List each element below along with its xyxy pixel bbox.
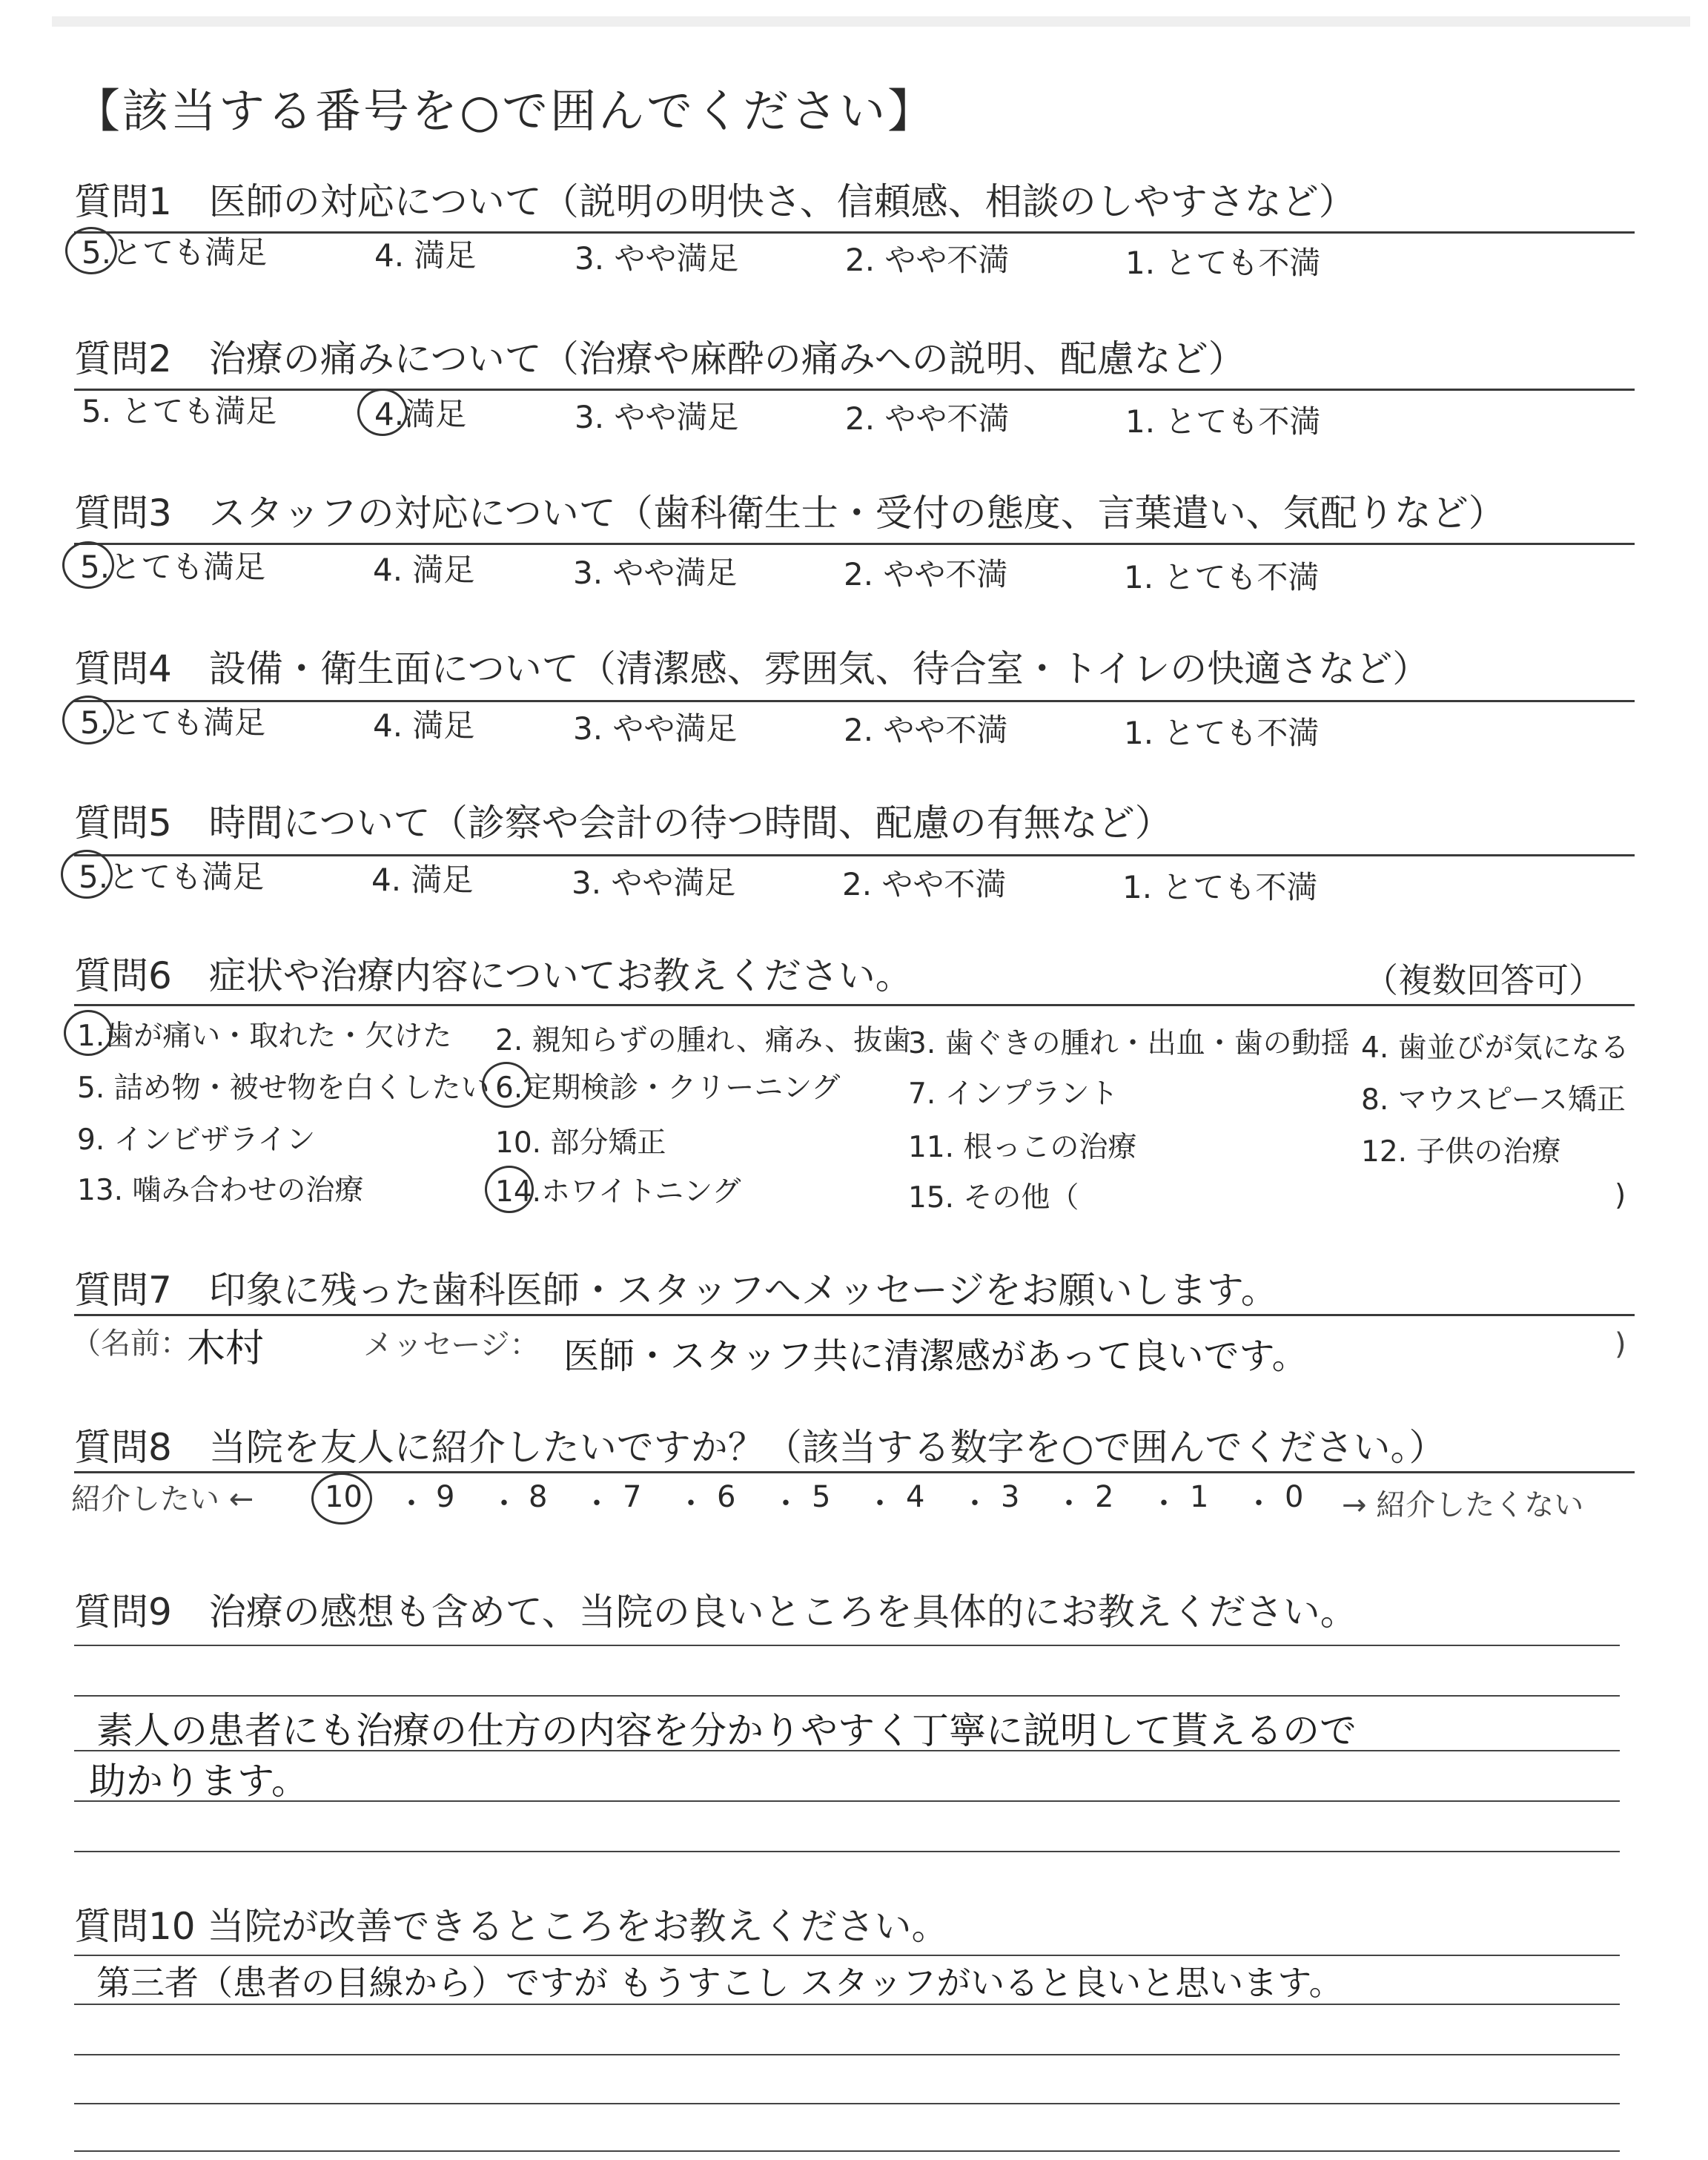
scale-4[interactable]: 4 (906, 1480, 925, 1514)
symptom-item-14[interactable]: 14.ホワイトニング (495, 1175, 741, 1209)
scale-0[interactable]: 0 (1285, 1480, 1304, 1514)
symptom-item-7[interactable]: 7. インプラント (908, 1077, 1119, 1111)
option-2[interactable]: 2. やや不満 (844, 712, 1008, 748)
symptom-item-5[interactable]: 5. 詰め物・被せ物を白くしたい (77, 1071, 490, 1105)
name-value[interactable]: 木村 (187, 1327, 265, 1371)
divider (74, 854, 1635, 856)
symptom-item-13[interactable]: 13. 噛み合わせの治療 (77, 1174, 364, 1207)
page-title: 【該当する番号を○で囲んでください】 (74, 84, 936, 138)
option-2[interactable]: 2. やや不満 (845, 242, 1010, 278)
question-heading: 質問1 医師の対応について（説明の明快さ、信頼感、相談のしやすさなど） (74, 180, 1356, 223)
divider (74, 1314, 1635, 1316)
symptom-item-8[interactable]: 8. マウスピース矯正 (1361, 1083, 1626, 1117)
scale-dot: ・ (1149, 1487, 1179, 1521)
scale-dot: ・ (676, 1487, 706, 1521)
option-5[interactable]: 5. とても満足 (82, 393, 277, 429)
other-close-paren: ) (1615, 1179, 1626, 1212)
option-2[interactable]: 2. やや不満 (842, 866, 1007, 902)
scan-edge (52, 16, 1690, 27)
option-3[interactable]: 3. やや満足 (572, 865, 736, 901)
question-heading: 質問4 設備・衛生面について（清潔感、雰囲気、待合室・トイレの快適さなど） (74, 647, 1430, 690)
symptom-item-4[interactable]: 4. 歯並びが気になる (1361, 1031, 1629, 1065)
answer-line (74, 2150, 1620, 2152)
scale-5[interactable]: 5 (812, 1480, 831, 1514)
recommend-right-label: → 紹介したくない (1342, 1488, 1584, 1522)
scale-8[interactable]: 8 (529, 1480, 548, 1514)
divider (74, 543, 1635, 545)
divider (74, 1471, 1635, 1473)
divider (74, 389, 1635, 391)
answer-line (74, 1695, 1620, 1697)
option-4[interactable]: 4.満足 (374, 396, 467, 432)
answer-text-line-1[interactable]: 素人の患者にも治療の仕方の内容を分かりやすく丁寧に説明して貰えるので (96, 1709, 1357, 1752)
answer-line (74, 2004, 1620, 2005)
scale-7[interactable]: 7 (623, 1480, 642, 1514)
answer-line (74, 2103, 1620, 2104)
scale-dot: ・ (397, 1487, 426, 1521)
multiple-answers-note: （複数回答可） (1364, 960, 1603, 1000)
question-heading: 質問5 時間について（診察や会計の待つ時間、配慮の有無など） (74, 802, 1172, 845)
scale-1[interactable]: 1 (1190, 1480, 1209, 1514)
answer-line (74, 1645, 1620, 1646)
scale-9[interactable]: 9 (436, 1480, 455, 1514)
scale-6[interactable]: 6 (717, 1480, 736, 1514)
answer-line (74, 1800, 1620, 1802)
scale-dot: ・ (960, 1487, 990, 1521)
scale-dot: ・ (771, 1487, 801, 1521)
option-2[interactable]: 2. やや不満 (845, 400, 1010, 437)
symptom-item-6[interactable]: 6.定期検診・クリーニング (495, 1071, 841, 1105)
scale-dot: ・ (489, 1487, 519, 1521)
option-5[interactable]: 5.とても満足 (80, 549, 266, 585)
symptom-item-3[interactable]: 3. 歯ぐきの腫れ・出血・歯の動揺 (908, 1027, 1350, 1060)
option-1[interactable]: 1. とても不満 (1125, 403, 1321, 440)
symptom-item-12[interactable]: 12. 子供の治療 (1361, 1135, 1561, 1169)
message-close-paren: ) (1615, 1327, 1626, 1361)
option-5[interactable]: 5.とても満足 (79, 859, 265, 895)
option-5[interactable]: 5.とても満足 (82, 234, 268, 271)
divider (74, 231, 1635, 234)
option-3[interactable]: 3. やや満足 (573, 555, 738, 591)
question-heading: 質問7 印象に残った歯科医師・スタッフへメッセージをお願いします。 (74, 1269, 1278, 1312)
option-5[interactable]: 5.とても満足 (80, 704, 266, 741)
option-3[interactable]: 3. やや満足 (575, 399, 739, 435)
answer-line (74, 2054, 1620, 2055)
name-label: （名前： (71, 1327, 190, 1361)
scale-dot: ・ (582, 1487, 612, 1521)
scale-3[interactable]: 3 (1001, 1480, 1020, 1514)
scale-dot: ・ (865, 1487, 895, 1521)
scale-dot: ・ (1054, 1487, 1084, 1521)
option-1[interactable]: 1. とても不満 (1122, 869, 1318, 905)
option-4[interactable]: 4. 満足 (374, 237, 477, 274)
option-4[interactable]: 4. 満足 (371, 862, 474, 898)
scale-10[interactable]: 10 (325, 1480, 363, 1514)
question-heading: 質問8 当院を友人に紹介したいですか？（該当する数字を○で囲んでください。） (74, 1426, 1446, 1469)
option-4[interactable]: 4. 満足 (373, 552, 475, 588)
symptom-item-15[interactable]: 15. その他（ (908, 1181, 1079, 1215)
symptom-item-10[interactable]: 10. 部分矯正 (495, 1126, 666, 1160)
option-1[interactable]: 1. とても不満 (1124, 715, 1320, 751)
scale-2[interactable]: 2 (1095, 1480, 1114, 1514)
answer-text[interactable]: 第三者（患者の目線から）ですが もうすこし スタッフがいると良いと思います。 (96, 1963, 1343, 2003)
divider (74, 1004, 1635, 1006)
question-heading: 質問3 スタッフの対応について（歯科衛生士・受付の態度、言葉遣い、気配りなど） (74, 492, 1506, 535)
question-heading: 質問10 当院が改善できるところをお教えください。 (74, 1905, 949, 1948)
symptom-item-11[interactable]: 11. 根っこの治療 (908, 1131, 1137, 1164)
divider (74, 700, 1635, 702)
option-4[interactable]: 4. 満足 (373, 707, 475, 744)
answer-line (74, 1851, 1620, 1852)
symptom-item-1[interactable]: 1.歯が痛い・取れた・欠けた (77, 1020, 452, 1053)
question-heading: 質問2 治療の痛みについて（治療や麻酔の痛みへの説明、配慮など） (74, 337, 1245, 380)
message-value[interactable]: 医師・スタッフ共に清潔感があって良いです。 (563, 1335, 1308, 1377)
symptom-item-2[interactable]: 2. 親知らずの腫れ、痛み、抜歯 (495, 1024, 912, 1057)
option-3[interactable]: 3. やや満足 (575, 240, 739, 277)
option-3[interactable]: 3. やや満足 (573, 710, 738, 747)
answer-text-line-2[interactable]: 助かります。 (89, 1760, 308, 1803)
option-1[interactable]: 1. とても不満 (1125, 245, 1321, 281)
question-heading: 質問6 症状や治療内容についてお教えください。 (74, 954, 913, 997)
option-2[interactable]: 2. やや不満 (844, 556, 1008, 592)
scale-dot: ・ (1244, 1487, 1274, 1521)
recommend-left-label: 紹介したい ← (71, 1482, 254, 1516)
question-heading: 質問9 治療の感想も含めて、当院の良いところを具体的にお教えください。 (74, 1591, 1357, 1634)
option-1[interactable]: 1. とても不満 (1124, 559, 1320, 595)
symptom-item-9[interactable]: 9. インビザライン (77, 1123, 316, 1157)
message-label: メッセージ： (363, 1328, 540, 1362)
